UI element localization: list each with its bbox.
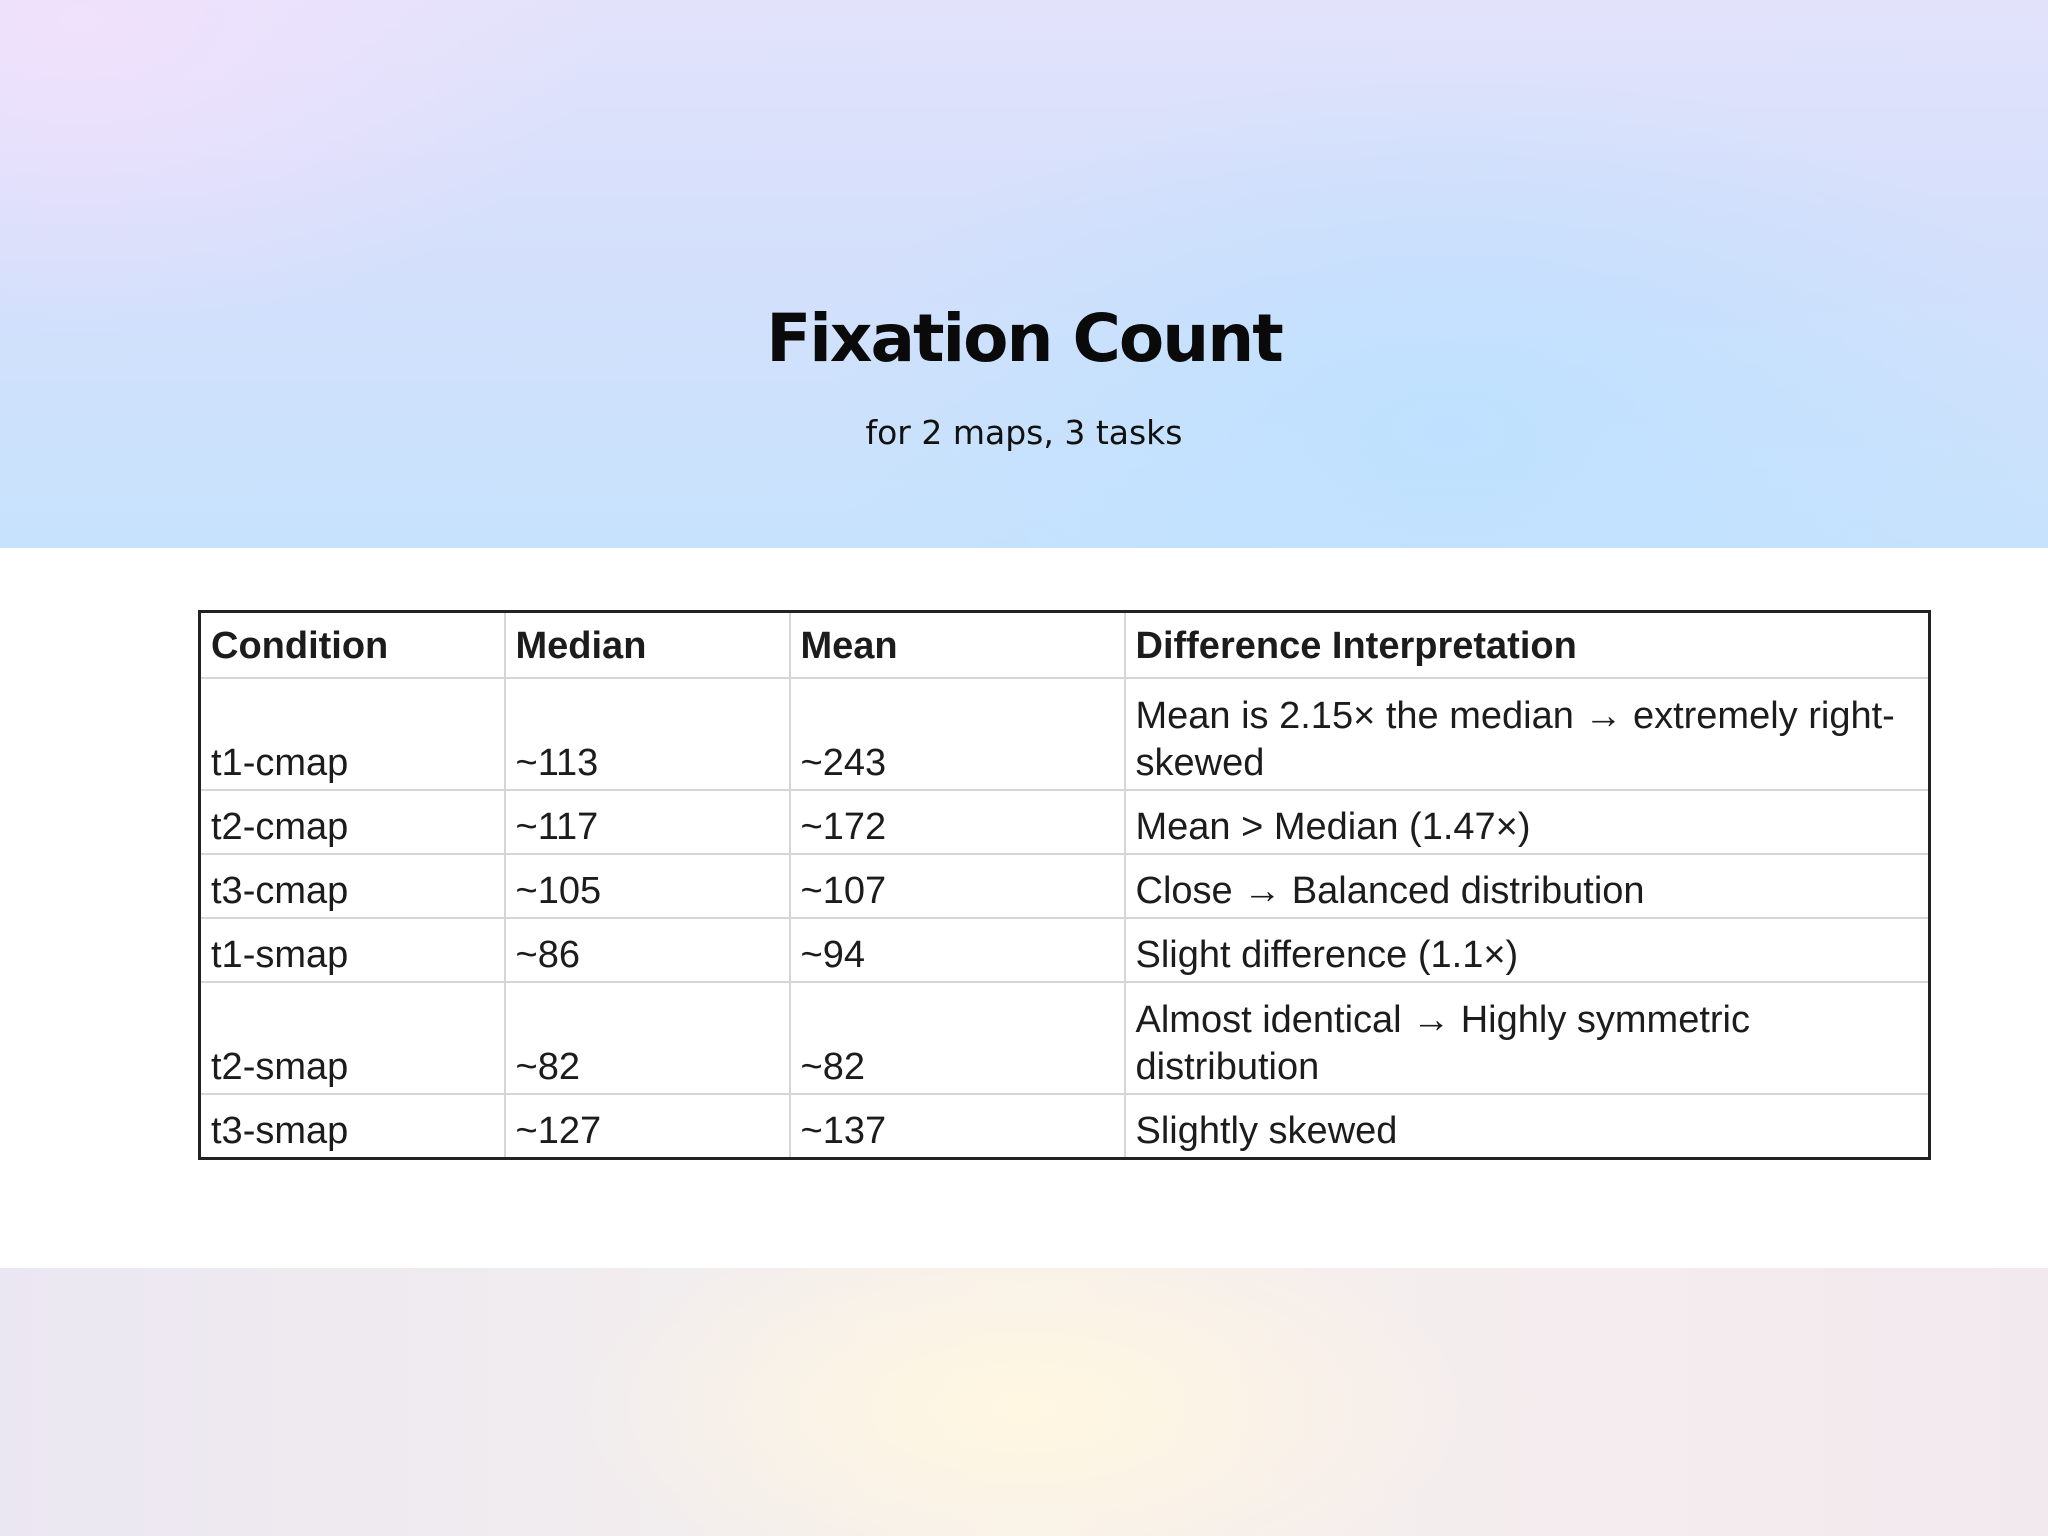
cell-condition: t1-smap [200,918,505,982]
cell-median: ~127 [505,1094,790,1159]
cell-interpretation: Mean > Median (1.47×) [1125,790,1930,854]
cell-condition: t2-smap [200,982,505,1094]
cell-mean: ~137 [790,1094,1125,1159]
cell-median: ~117 [505,790,790,854]
table-row [200,678,1930,790]
table-row [200,918,1930,982]
header-median: Median [505,612,790,679]
cell-condition: t1-cmap [200,678,505,790]
cell-interpretation: Close → Balanced distribution [1125,854,1930,918]
cell-median: ~105 [505,854,790,918]
cell-median: ~113 [505,678,790,790]
table-row [200,854,1930,918]
cell-mean: ~243 [790,678,1125,790]
cell-interpretation: Slightly skewed [1125,1094,1930,1159]
cell-interpretation: Slight difference (1.1×) [1125,918,1930,982]
fixation-table [198,610,1931,1160]
cell-condition: t3-smap [200,1094,505,1159]
cell-interpretation: Mean is 2.15× the median → extremely right-skewed [1125,678,1930,790]
page-subtitle: for 2 maps, 3 tasks [865,413,1183,452]
table-row [200,1094,1930,1159]
cell-condition: t3-cmap [200,854,505,918]
table-image [198,610,1928,1160]
cell-median: ~86 [505,918,790,982]
footer-band [0,1268,2048,1536]
table-row [200,982,1930,1094]
cell-interpretation: Almost identical → Highly symmetric distribution [1125,982,1930,1094]
cell-mean: ~172 [790,790,1125,854]
cell-condition: t2-cmap [200,790,505,854]
cell-mean: ~82 [790,982,1125,1094]
header-condition: Condition [200,612,505,679]
cell-mean: ~94 [790,918,1125,982]
header-mean: Mean [790,612,1125,679]
header-interpretation: Difference Interpretation [1125,612,1930,679]
page-title: Fixation Count [766,300,1282,377]
table-header-row [200,612,1930,679]
table-row [200,790,1930,854]
cell-mean: ~107 [790,854,1125,918]
header-banner [0,0,2048,548]
cell-median: ~82 [505,982,790,1094]
